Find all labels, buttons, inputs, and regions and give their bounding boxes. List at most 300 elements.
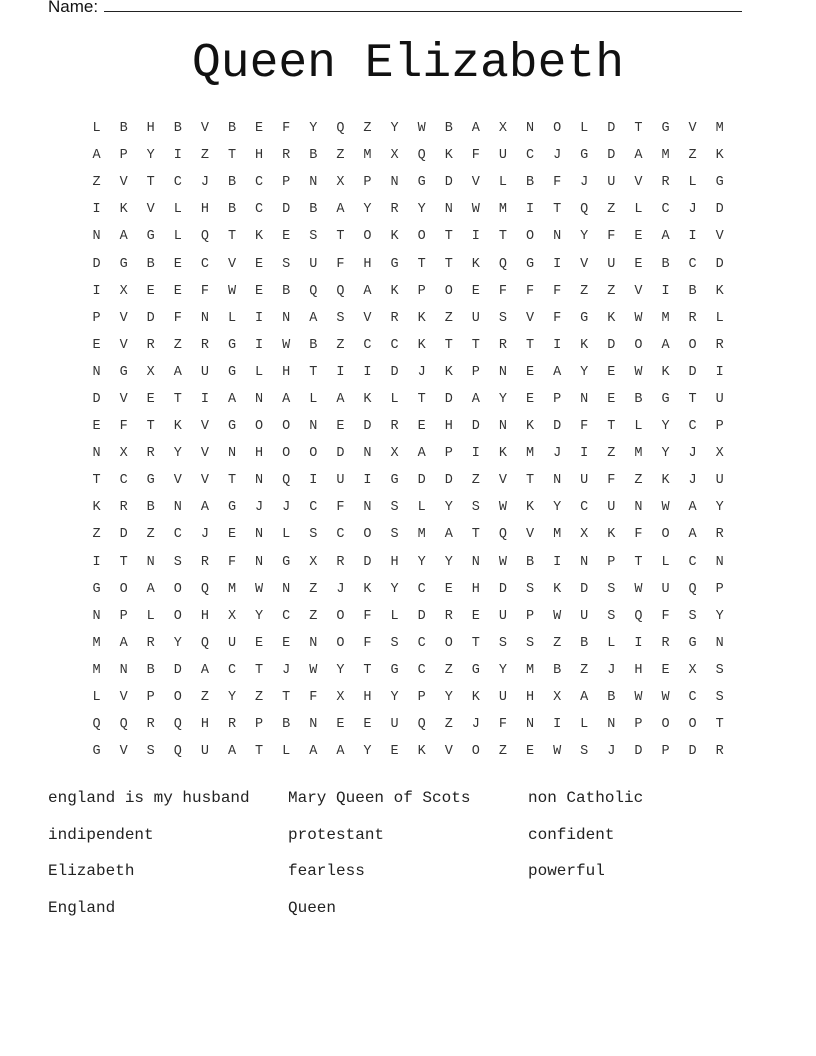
grid-letter: F [173, 310, 182, 326]
grid-letter: M [498, 202, 507, 218]
grid-letter: O [444, 635, 453, 651]
grid-letter: B [525, 554, 535, 570]
grid-letter: A [282, 391, 291, 407]
grid-letter: T [444, 337, 453, 353]
grid-letter: V [227, 256, 237, 272]
grid-letter: M [634, 446, 643, 462]
grid-letter: C [173, 527, 182, 543]
grid-letter: K [363, 391, 372, 407]
grid-letter: L [390, 608, 399, 624]
grid-letter: Y [255, 608, 264, 624]
grid-letter: E [227, 527, 237, 543]
grid-letter: Y [553, 500, 562, 516]
grid-letter: R [146, 337, 155, 353]
grid-letter: C [688, 419, 697, 435]
grid-letter: K [444, 148, 453, 164]
grid-letter: L [282, 744, 291, 760]
grid-letter: U [580, 608, 589, 624]
grid-letter: Y [580, 364, 589, 380]
page-title: Queen Elizabeth [191, 37, 625, 91]
grid-letter: I [309, 473, 318, 489]
grid-letter: R [390, 202, 399, 218]
grid-letter: G [661, 121, 670, 137]
grid-letter: R [498, 337, 507, 353]
grid-letter: P [282, 175, 291, 191]
grid-letter: S [607, 608, 616, 624]
grid-letter: D [119, 527, 128, 543]
grid-letter: D [688, 364, 697, 380]
grid-letter: M [227, 581, 237, 597]
grid-letter: E [417, 419, 426, 435]
grid-letter: D [363, 554, 372, 570]
grid-letter: K [471, 256, 480, 272]
grid-letter: A [119, 229, 128, 245]
grid-letter: E [173, 283, 182, 299]
grid-letter: H [634, 662, 643, 678]
grid-letter: A [444, 527, 453, 543]
grid-letter: U [498, 148, 507, 164]
grid-letter: O [525, 229, 535, 245]
grid-letter: R [146, 717, 155, 733]
grid-letter: V [200, 419, 209, 435]
grid-letter: S [146, 744, 155, 760]
grid-letter: L [607, 635, 616, 651]
grid-letter: L [688, 175, 697, 191]
grid-letter: V [580, 256, 589, 272]
grid-letter: U [200, 364, 209, 380]
grid-letter: B [119, 121, 128, 137]
grid-letter: F [607, 473, 616, 489]
grid-letter: T [336, 229, 345, 245]
grid-letter: U [715, 473, 724, 489]
grid-letter: W [634, 581, 643, 597]
grid-letter: E [363, 717, 372, 733]
grid-letter: A [200, 500, 209, 516]
grid-letter: U [607, 256, 616, 272]
word-list-item: england is my husband [48, 789, 250, 807]
grid-letter: W [553, 744, 562, 760]
grid-letter: Y [390, 581, 399, 597]
word-list-item: Elizabeth [48, 862, 135, 881]
grid-letter: K [119, 202, 128, 218]
grid-letter: U [227, 635, 237, 651]
grid-letter: F [553, 283, 562, 299]
grid-letter: N [173, 500, 182, 516]
grid-letter: B [688, 283, 697, 299]
grid-letter: C [309, 500, 318, 516]
grid-letter: C [119, 473, 128, 489]
grid-letter: O [255, 419, 264, 435]
grid-row [83, 440, 733, 467]
grid-letter: X [553, 690, 562, 706]
grid-letter: B [525, 175, 535, 191]
grid-letter: N [444, 202, 453, 218]
grid-letter: Y [444, 500, 453, 516]
grid-letter: Q [336, 283, 345, 299]
grid-letter: D [444, 175, 453, 191]
grid-letter: O [688, 717, 697, 733]
grid-letter: E [255, 121, 264, 137]
grid-letter: J [688, 446, 697, 462]
grid-letter: J [688, 473, 697, 489]
grid-letter: E [255, 256, 264, 272]
grid-letter: G [146, 473, 155, 489]
grid-letter: X [227, 608, 237, 624]
grid-letter: D [607, 148, 616, 164]
grid-letter: U [580, 473, 589, 489]
grid-letter: A [173, 364, 182, 380]
grid-letter: N [200, 310, 209, 326]
grid-letter: H [146, 121, 155, 137]
grid-letter: Z [580, 662, 589, 678]
grid-letter: G [580, 148, 589, 164]
grid-letter: I [200, 391, 209, 407]
grid-letter: H [200, 608, 209, 624]
grid-letter: Q [200, 635, 209, 651]
grid-letter: T [688, 391, 697, 407]
grid-letter: J [607, 662, 616, 678]
grid-letter: L [227, 310, 237, 326]
grid-letter: G [688, 635, 697, 651]
grid-row [83, 142, 733, 169]
grid-letter: Q [688, 581, 697, 597]
grid-letter: U [200, 744, 209, 760]
grid-row [83, 359, 733, 386]
grid-letter: Y [498, 662, 507, 678]
grid-letter: T [92, 473, 101, 489]
grid-letter: A [309, 310, 318, 326]
grid-letter: N [525, 121, 535, 137]
grid-letter: E [92, 337, 101, 353]
grid-letter: I [525, 202, 535, 218]
grid-letter: I [471, 446, 480, 462]
grid-letter: F [282, 121, 291, 137]
grid-letter: N [309, 635, 318, 651]
grid-letter: E [525, 364, 535, 380]
grid-letter: T [444, 229, 453, 245]
grid-letter: I [715, 364, 724, 380]
grid-letter: Z [336, 148, 345, 164]
grid-letter: V [119, 310, 128, 326]
word-list-item: confident [528, 825, 615, 844]
grid-letter: M [92, 635, 101, 651]
grid-letter: Y [661, 419, 670, 435]
grid-row [83, 576, 733, 603]
grid-letter: R [390, 419, 399, 435]
grid-letter: D [580, 581, 589, 597]
grid-letter: Q [498, 256, 507, 272]
grid-letter: A [146, 581, 155, 597]
grid-letter: B [661, 256, 670, 272]
grid-letter: F [119, 419, 128, 435]
grid-letter: W [417, 121, 426, 137]
grid-letter: T [255, 662, 264, 678]
grid-letter: D [688, 744, 697, 760]
grid-letter: Q [200, 229, 209, 245]
grid-letter: D [173, 662, 182, 678]
grid-letter: G [119, 364, 128, 380]
grid-letter: T [471, 635, 480, 651]
grid-letter: H [471, 581, 480, 597]
grid-letter: K [363, 581, 372, 597]
grid-letter: B [282, 283, 291, 299]
grid-letter: S [525, 581, 535, 597]
grid-letter: Q [173, 717, 182, 733]
grid-letter: P [119, 608, 128, 624]
grid-letter: Y [309, 121, 318, 137]
grid-letter: P [444, 446, 453, 462]
grid-letter: A [227, 744, 237, 760]
grid-letter: C [580, 500, 589, 516]
grid-row [83, 332, 733, 359]
grid-letter: L [580, 121, 589, 137]
grid-letter: D [417, 608, 426, 624]
grid-letter: O [363, 527, 372, 543]
grid-row [83, 196, 733, 223]
grid-letter: Z [336, 337, 345, 353]
grid-letter: S [309, 229, 318, 245]
grid-letter: G [92, 581, 101, 597]
grid-letter: V [119, 337, 128, 353]
grid-letter: M [92, 662, 101, 678]
grid-letter: X [580, 527, 589, 543]
grid-letter: N [363, 500, 372, 516]
grid-letter: D [607, 337, 616, 353]
grid-letter: W [498, 554, 507, 570]
grid-letter: H [282, 364, 291, 380]
grid-letter: Q [200, 581, 209, 597]
grid-letter: K [255, 229, 264, 245]
grid-letter: K [607, 527, 616, 543]
grid-letter: J [336, 581, 345, 597]
grid-letter: Z [173, 337, 182, 353]
grid-letter: H [255, 148, 264, 164]
grid-letter: M [715, 121, 724, 137]
word-list-item: England [48, 898, 116, 917]
grid-letter: I [92, 202, 101, 218]
grid-letter: Y [580, 229, 589, 245]
grid-letter: C [688, 554, 697, 570]
grid-letter: K [525, 419, 535, 435]
grid-letter: A [92, 148, 101, 164]
grid-letter: P [607, 554, 616, 570]
grid-letter: D [444, 473, 453, 489]
grid-letter: X [715, 446, 724, 462]
grid-letter: H [390, 554, 399, 570]
grid-letter: O [173, 581, 182, 597]
grid-letter: N [255, 473, 264, 489]
grid-letter: D [92, 391, 101, 407]
grid-letter: Y [336, 662, 345, 678]
grid-letter: C [688, 690, 697, 706]
grid-letter: P [255, 717, 264, 733]
grid-letter: P [715, 581, 724, 597]
grid-letter: I [553, 337, 562, 353]
grid-letter: B [607, 690, 616, 706]
grid-row [83, 386, 733, 413]
grid-letter: V [146, 202, 155, 218]
grid-letter: Y [444, 690, 453, 706]
grid-letter: F [471, 148, 480, 164]
grid-letter: J [553, 148, 562, 164]
word-list-item: fearless [288, 862, 365, 881]
grid-letter: E [336, 419, 345, 435]
grid-letter: T [417, 391, 426, 407]
grid-letter: W [553, 608, 562, 624]
grid-letter: E [634, 229, 643, 245]
grid-letter: J [282, 500, 291, 516]
grid-letter: E [92, 419, 101, 435]
grid-letter: T [634, 554, 643, 570]
grid-letter: Y [363, 744, 372, 760]
grid-letter: F [634, 527, 643, 543]
grid-letter: Y [417, 202, 426, 218]
grid-letter: L [173, 229, 182, 245]
grid-letter: N [363, 446, 372, 462]
grid-letter: N [92, 446, 101, 462]
grid-letter: X [119, 446, 128, 462]
grid-letter: V [525, 527, 535, 543]
grid-letter: S [471, 500, 480, 516]
grid-letter: N [309, 175, 318, 191]
grid-letter: U [607, 500, 616, 516]
grid-letter: V [498, 473, 507, 489]
grid-letter: R [146, 446, 155, 462]
grid-letter: L [309, 391, 318, 407]
grid-letter: S [390, 500, 399, 516]
grid-letter: B [227, 175, 237, 191]
grid-letter: E [471, 608, 480, 624]
grid-letter: L [92, 121, 101, 137]
grid-letter: K [715, 283, 724, 299]
grid-letter: F [661, 608, 670, 624]
grid-letter: F [336, 256, 345, 272]
grid-letter: N [580, 554, 589, 570]
grid-letter: D [336, 446, 345, 462]
grid-letter: B [553, 662, 562, 678]
grid-letter: O [444, 283, 453, 299]
word-list-item: indipendent [48, 825, 154, 844]
grid-letter: K [390, 229, 399, 245]
grid-letter: B [580, 635, 589, 651]
grid-letter: O [634, 337, 643, 353]
grid-letter: Q [580, 202, 589, 218]
grid-letter: G [227, 419, 237, 435]
grid-letter: X [336, 690, 345, 706]
grid-letter: Q [309, 283, 318, 299]
grid-letter: N [146, 554, 155, 570]
grid-letter: P [119, 148, 128, 164]
grid-letter: Y [417, 554, 426, 570]
grid-letter: A [363, 283, 372, 299]
grid-letter: X [688, 662, 697, 678]
grid-letter: S [309, 527, 318, 543]
grid-row [83, 278, 733, 305]
grid-letter: X [146, 364, 155, 380]
grid-letter: K [498, 446, 507, 462]
grid-letter: Z [607, 202, 616, 218]
grid-letter: P [661, 744, 670, 760]
grid-letter: O [282, 446, 291, 462]
grid-letter: D [634, 744, 643, 760]
grid-letter: A [634, 148, 643, 164]
grid-letter: V [119, 175, 128, 191]
grid-letter: G [146, 229, 155, 245]
grid-letter: O [553, 121, 562, 137]
grid-letter: J [580, 175, 589, 191]
grid-letter: Q [417, 148, 426, 164]
grid-letter: K [173, 419, 182, 435]
grid-letter: E [525, 744, 535, 760]
grid-letter: I [688, 229, 697, 245]
grid-letter: F [498, 283, 507, 299]
grid-letter: F [553, 175, 562, 191]
grid-letter: W [255, 581, 264, 597]
word-list-item: Mary Queen of Scots [288, 789, 471, 807]
grid-letter: R [444, 608, 453, 624]
name-underline[interactable] [104, 0, 742, 12]
grid-letter: K [661, 473, 670, 489]
grid-letter: Z [444, 662, 453, 678]
grid-letter: S [498, 635, 507, 651]
grid-letter: P [553, 391, 562, 407]
grid-letter: J [607, 744, 616, 760]
grid-letter: U [498, 690, 507, 706]
grid-letter: K [417, 310, 426, 326]
grid-letter: V [444, 744, 453, 760]
grid-letter: D [92, 256, 101, 272]
grid-letter: N [471, 554, 480, 570]
grid-letter: C [227, 662, 237, 678]
grid-letter: M [661, 148, 670, 164]
grid-letter: K [553, 581, 562, 597]
grid-letter: I [580, 446, 589, 462]
word-search-grid [83, 115, 733, 765]
grid-letter: O [336, 635, 345, 651]
grid-letter: H [363, 690, 372, 706]
grid-letter: W [471, 202, 480, 218]
grid-letter: I [661, 283, 670, 299]
grid-letter: H [255, 446, 264, 462]
grid-letter: V [200, 121, 209, 137]
grid-letter: V [634, 175, 643, 191]
grid-letter: R [661, 175, 670, 191]
word-list [48, 780, 768, 926]
grid-letter: D [146, 310, 155, 326]
grid-letter: B [227, 121, 237, 137]
grid-letter: Q [417, 717, 426, 733]
grid-letter: W [661, 500, 670, 516]
grid-letter: U [715, 391, 724, 407]
grid-letter: W [634, 364, 643, 380]
grid-letter: U [498, 608, 507, 624]
grid-letter: T [525, 473, 535, 489]
grid-letter: Q [282, 473, 291, 489]
grid-letter: X [498, 121, 507, 137]
grid-letter: B [309, 148, 318, 164]
grid-letter: T [444, 256, 453, 272]
grid-letter: N [580, 391, 589, 407]
grid-letter: E [282, 229, 291, 245]
grid-letter: Y [498, 391, 507, 407]
grid-letter: R [715, 744, 724, 760]
grid-letter: L [282, 527, 291, 543]
name-field[interactable] [48, 0, 742, 17]
grid-letter: W [634, 310, 643, 326]
grid-letter: L [255, 364, 264, 380]
grid-letter: Y [390, 690, 399, 706]
grid-letter: N [498, 364, 507, 380]
